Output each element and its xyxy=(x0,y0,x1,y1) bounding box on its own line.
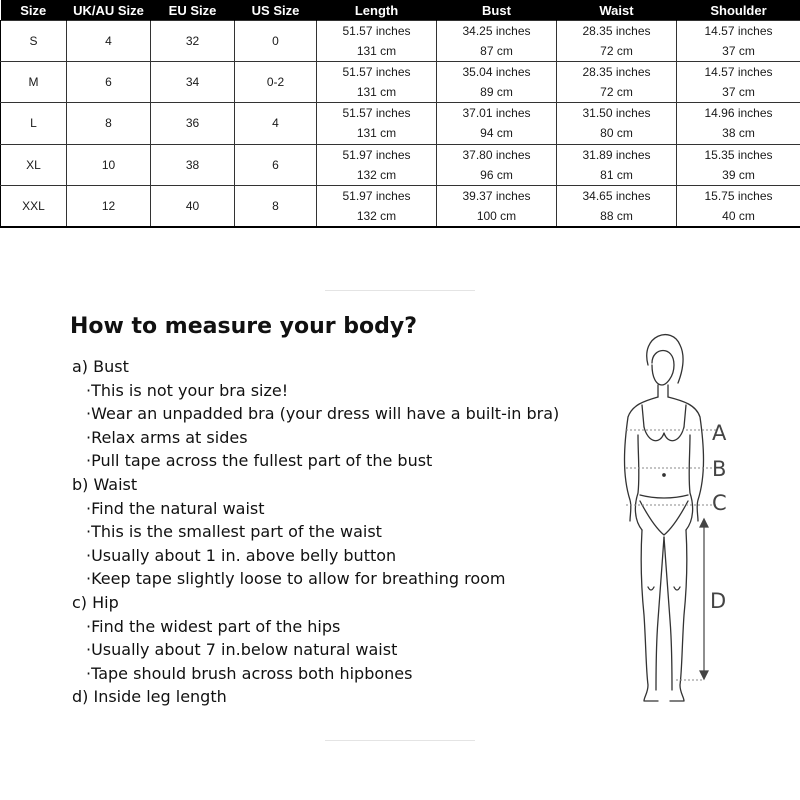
shoulder-inches-value: 14.96 inches xyxy=(704,106,773,121)
label-a: A xyxy=(712,421,727,445)
cell-us: 0-2 xyxy=(235,62,317,103)
column-header: EU Size xyxy=(151,0,235,21)
cell-uk-au: 6 xyxy=(67,62,151,103)
shoulder-cm-value: 38 cm xyxy=(722,126,755,141)
section-heading: b) Waist xyxy=(72,474,138,494)
shoulder-inches-value: 14.57 inches xyxy=(704,24,773,39)
cell-eu: 40 xyxy=(151,185,235,227)
shoulder-cm-value: 37 cm xyxy=(722,44,755,59)
cell-us: 4 xyxy=(235,103,317,144)
measurement-instructions xyxy=(72,355,559,709)
column-header: Waist xyxy=(557,0,677,21)
cell-us: 8 xyxy=(235,185,317,227)
waist-inches-value: 28.35 inches xyxy=(582,24,651,39)
column-header: Length xyxy=(317,0,437,21)
label-b: B xyxy=(712,457,727,481)
cell-size: XL xyxy=(1,144,67,185)
shoulder-cm-value: 37 cm xyxy=(722,85,755,100)
cell-waist xyxy=(557,103,677,144)
length-inches-value: 51.97 inches xyxy=(342,147,411,162)
length-inches-value: 51.57 inches xyxy=(342,24,411,39)
cell-size: L xyxy=(1,103,67,144)
table-row xyxy=(1,62,800,103)
instruction-item: ·Find the widest part of the hips xyxy=(86,616,341,636)
column-header: US Size xyxy=(235,0,317,21)
cell-size: S xyxy=(1,21,67,62)
cell-bust xyxy=(437,185,557,227)
bust-cm-value: 96 cm xyxy=(480,167,513,182)
length-inches-value: 51.97 inches xyxy=(342,188,411,203)
column-header: Size xyxy=(1,0,67,21)
shoulder-inches-value: 15.35 inches xyxy=(704,147,773,162)
section-heading: c) Hip xyxy=(72,592,119,612)
section-heading: d) Inside leg length xyxy=(72,687,227,707)
cell-size: XXL xyxy=(1,185,67,227)
bust-cm-value: 100 cm xyxy=(476,208,517,223)
bust-cm-value: 87 cm xyxy=(480,44,513,59)
cell-bust xyxy=(437,21,557,62)
body-measurement-figure xyxy=(600,325,740,720)
table-row xyxy=(1,103,800,144)
section-heading: a) Bust xyxy=(72,357,129,376)
length-inches-value: 51.57 inches xyxy=(342,106,411,121)
bust-inches-value: 37.01 inches xyxy=(462,106,531,121)
cell-length xyxy=(317,144,437,185)
column-header: UK/AU Size xyxy=(67,0,151,21)
cell-length xyxy=(317,62,437,103)
cell-length xyxy=(317,21,437,62)
divider-bottom xyxy=(325,740,475,741)
body-outline-illustration xyxy=(600,325,740,720)
waist-inches-value: 28.35 inches xyxy=(582,65,651,80)
shoulder-inches-value: 14.57 inches xyxy=(704,65,773,80)
table-row xyxy=(1,185,800,227)
bust-inches-value: 39.37 inches xyxy=(462,188,531,203)
bust-inches-value: 35.04 inches xyxy=(462,65,531,80)
cell-us: 6 xyxy=(235,144,317,185)
label-d: D xyxy=(710,589,727,613)
cell-eu: 38 xyxy=(151,144,235,185)
waist-inches-value: 31.50 inches xyxy=(582,106,651,121)
shoulder-inches-value: 15.75 inches xyxy=(704,188,773,203)
cell-eu: 36 xyxy=(151,103,235,144)
waist-inches-value: 31.89 inches xyxy=(582,147,651,162)
instruction-item: ·This is not your bra size! xyxy=(86,380,289,400)
divider-top xyxy=(325,290,475,291)
cell-eu: 34 xyxy=(151,62,235,103)
instruction-item: ·Pull tape across the fullest part of the bust xyxy=(86,451,433,471)
length-inches-value: 51.57 inches xyxy=(342,65,411,80)
waist-cm-value: 81 cm xyxy=(600,167,633,182)
length-cm-value: 132 cm xyxy=(356,208,397,223)
waist-cm-value: 72 cm xyxy=(600,85,633,100)
instruction-item: ·Usually about 7 in.below natural waist xyxy=(86,640,398,660)
cell-length xyxy=(317,185,437,227)
instruction-item: ·Wear an unpadded bra (your dress will have a built-in bra) xyxy=(86,404,560,424)
cell-uk-au: 10 xyxy=(67,144,151,185)
cell-shoulder xyxy=(677,144,800,185)
waist-inches-value: 34.65 inches xyxy=(582,188,651,203)
cell-uk-au: 4 xyxy=(67,21,151,62)
waist-cm-value: 72 cm xyxy=(600,44,633,59)
length-cm-value: 131 cm xyxy=(356,85,397,100)
shoulder-cm-value: 40 cm xyxy=(722,208,755,223)
bust-inches-value: 34.25 inches xyxy=(462,24,531,39)
cell-length xyxy=(317,103,437,144)
instruction-item: ·Usually about 1 in. above belly button xyxy=(86,545,397,565)
instruction-item: ·Keep tape slightly loose to allow for breathing room xyxy=(86,569,506,589)
bust-inches-value: 37.80 inches xyxy=(462,147,531,162)
table-header-row xyxy=(1,0,800,21)
table-row xyxy=(1,21,800,62)
shoulder-cm-value: 39 cm xyxy=(722,167,755,182)
instruction-item: ·Find the natural waist xyxy=(86,498,265,518)
length-cm-value: 131 cm xyxy=(356,126,397,141)
waist-cm-value: 88 cm xyxy=(600,208,633,223)
label-c: C xyxy=(712,491,727,515)
cell-waist xyxy=(557,21,677,62)
cell-shoulder xyxy=(677,185,800,227)
instruction-item: ·This is the smallest part of the waist xyxy=(86,522,382,542)
size-chart-table xyxy=(0,0,800,228)
cell-shoulder xyxy=(677,21,800,62)
cell-waist xyxy=(557,144,677,185)
cell-us: 0 xyxy=(235,21,317,62)
column-header: Shoulder xyxy=(677,0,800,21)
cell-waist xyxy=(557,185,677,227)
bust-cm-value: 89 cm xyxy=(480,85,513,100)
column-header: Bust xyxy=(437,0,557,21)
cell-shoulder xyxy=(677,103,800,144)
length-cm-value: 131 cm xyxy=(356,44,397,59)
cell-bust xyxy=(437,103,557,144)
cell-size: M xyxy=(1,62,67,103)
waist-cm-value: 80 cm xyxy=(600,126,633,141)
cell-eu: 32 xyxy=(151,21,235,62)
instruction-item: ·Relax arms at sides xyxy=(86,427,248,447)
cell-waist xyxy=(557,62,677,103)
cell-bust xyxy=(437,62,557,103)
bust-cm-value: 94 cm xyxy=(480,126,513,141)
cell-bust xyxy=(437,144,557,185)
cell-uk-au: 12 xyxy=(67,185,151,227)
cell-shoulder xyxy=(677,62,800,103)
instruction-item: ·Tape should brush across both hipbones xyxy=(86,663,413,683)
cell-uk-au: 8 xyxy=(67,103,151,144)
guide-title: How to measure your body? xyxy=(70,314,418,339)
table-row xyxy=(1,144,800,185)
length-cm-value: 132 cm xyxy=(356,167,397,182)
